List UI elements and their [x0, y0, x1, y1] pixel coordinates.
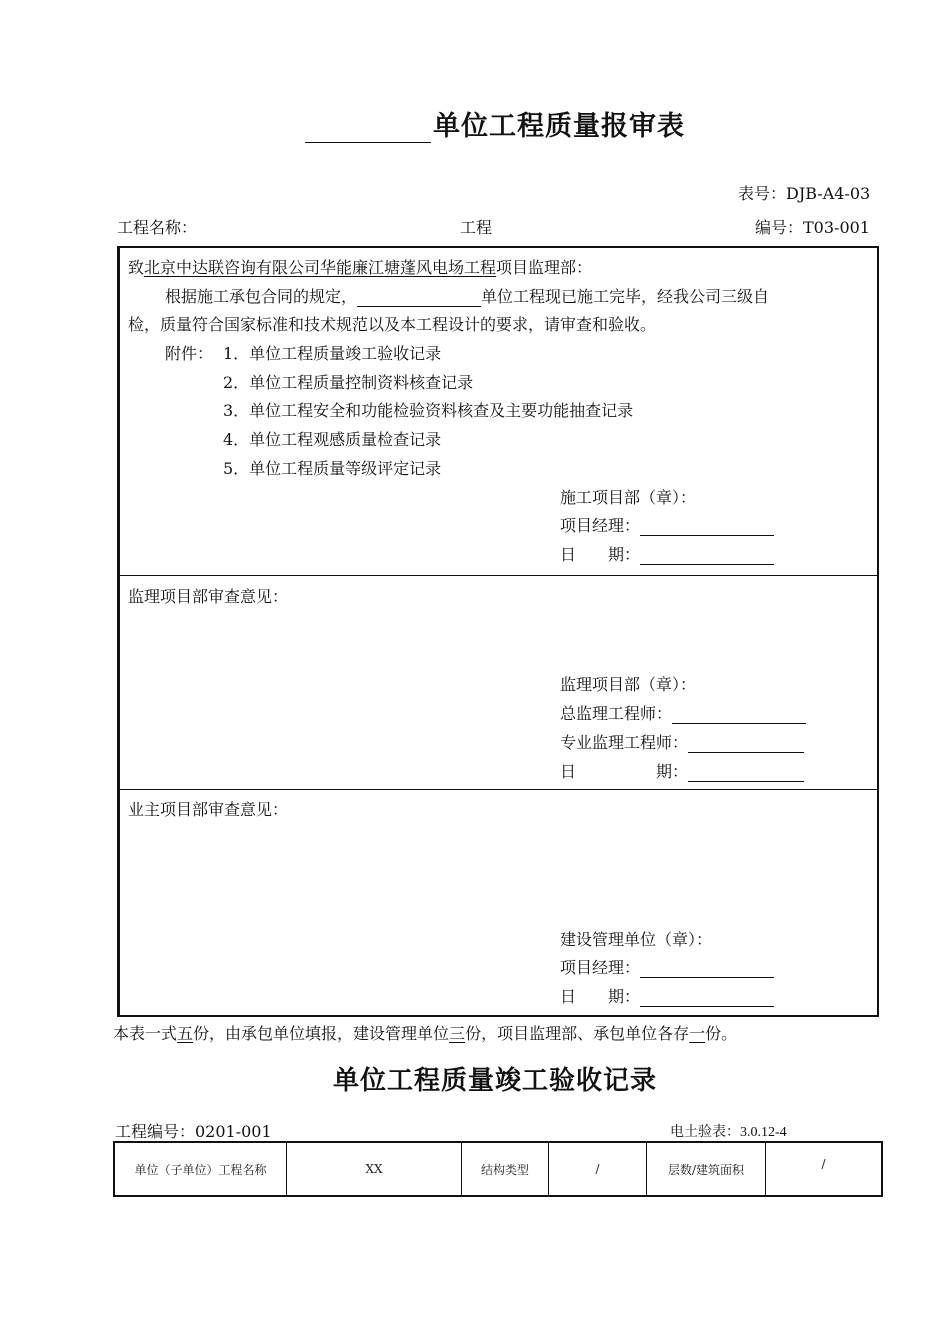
date-line	[640, 990, 774, 1007]
supervision-opinion-label: 监理项目部审查意见：	[128, 587, 289, 606]
table-row	[114, 1142, 882, 1196]
project-manager-field: 项目经理：	[560, 513, 774, 536]
signature-line	[640, 961, 774, 978]
record-title: 单位工程质量竣工验收记录	[332, 1066, 657, 1096]
signature-line	[640, 519, 774, 536]
date-line	[688, 765, 804, 782]
record-table-number: 电土验表：3.0.12-4	[670, 1125, 787, 1140]
unit-name-label: 单位（子单位）工程名称	[114, 1142, 287, 1196]
supervision-company: 北京中达联咨询有限公司华能廉江塘蓬风电场工程	[144, 258, 497, 277]
title-blank-line	[305, 116, 431, 143]
structure-label: 结构类型	[462, 1142, 549, 1196]
owner-opinion-label: 业主项目部审查意见：	[128, 800, 289, 819]
project-suffix: 工程	[460, 218, 493, 237]
contractor-seal: 施工项目部（章）：	[560, 488, 697, 507]
copies-note: 本表一式五份，由承包单位填报，建设管理单位三份，项目监理部、承包单位各存一份。	[113, 1024, 738, 1043]
addressee-line: 致北京中达联咨询有限公司华能廉江塘蓬风电场工程项目监理部：	[128, 258, 593, 277]
table-number: 表号：DJB-A4-03	[738, 184, 871, 203]
specialist-supervisor-field: 专业监理工程师：	[560, 730, 804, 753]
date-field: 日 期：	[560, 542, 774, 565]
form-title: 单位工程质量报审表	[0, 104, 950, 143]
floors-area-label: 层数/建筑面积	[647, 1142, 766, 1196]
signature-line	[688, 736, 804, 753]
floors-area-value: /	[766, 1142, 883, 1196]
unit-name-value: XX	[287, 1142, 462, 1196]
section-divider	[119, 575, 877, 576]
attachment-item: 1．单位工程质量竣工验收记录	[223, 344, 442, 363]
attachment-item: 4．单位工程观感质量检查记录	[223, 430, 442, 449]
owner-seal: 建设管理单位（章）：	[560, 930, 713, 949]
project-name-label: 工程名称：	[117, 218, 198, 237]
attachment-item: 2．单位工程质量控制资料核查记录	[223, 373, 474, 392]
date-line	[640, 548, 774, 565]
attachment-item: 5．单位工程质量等级评定记录	[223, 459, 442, 478]
unit-project-blank	[357, 290, 481, 307]
project-number: 工程编号：0201-001	[115, 1122, 272, 1141]
section-divider	[119, 789, 877, 790]
date-field: 日 期：	[560, 759, 804, 782]
body-line-2: 检，质量符合国家标准和技术规范以及本工程设计的要求，请审查和验收。	[128, 315, 657, 334]
signature-line	[672, 707, 806, 724]
record-table	[113, 1141, 883, 1197]
body-line-1: 根据施工承包合同的规定， 单位工程现已施工完毕，经我公司三级自	[165, 287, 770, 306]
date-field: 日 期：	[560, 984, 774, 1007]
serial-number: 编号：T03-001	[755, 218, 870, 237]
structure-value: /	[549, 1142, 647, 1196]
attachment-item: 3．单位工程安全和功能检验资料核查及主要功能抽查记录	[223, 401, 634, 420]
chief-supervisor-field: 总监理工程师：	[560, 701, 806, 724]
supervision-seal: 监理项目部（章）：	[560, 675, 697, 694]
owner-manager-field: 项目经理：	[560, 955, 774, 978]
attachments-label: 附件：	[165, 344, 214, 363]
